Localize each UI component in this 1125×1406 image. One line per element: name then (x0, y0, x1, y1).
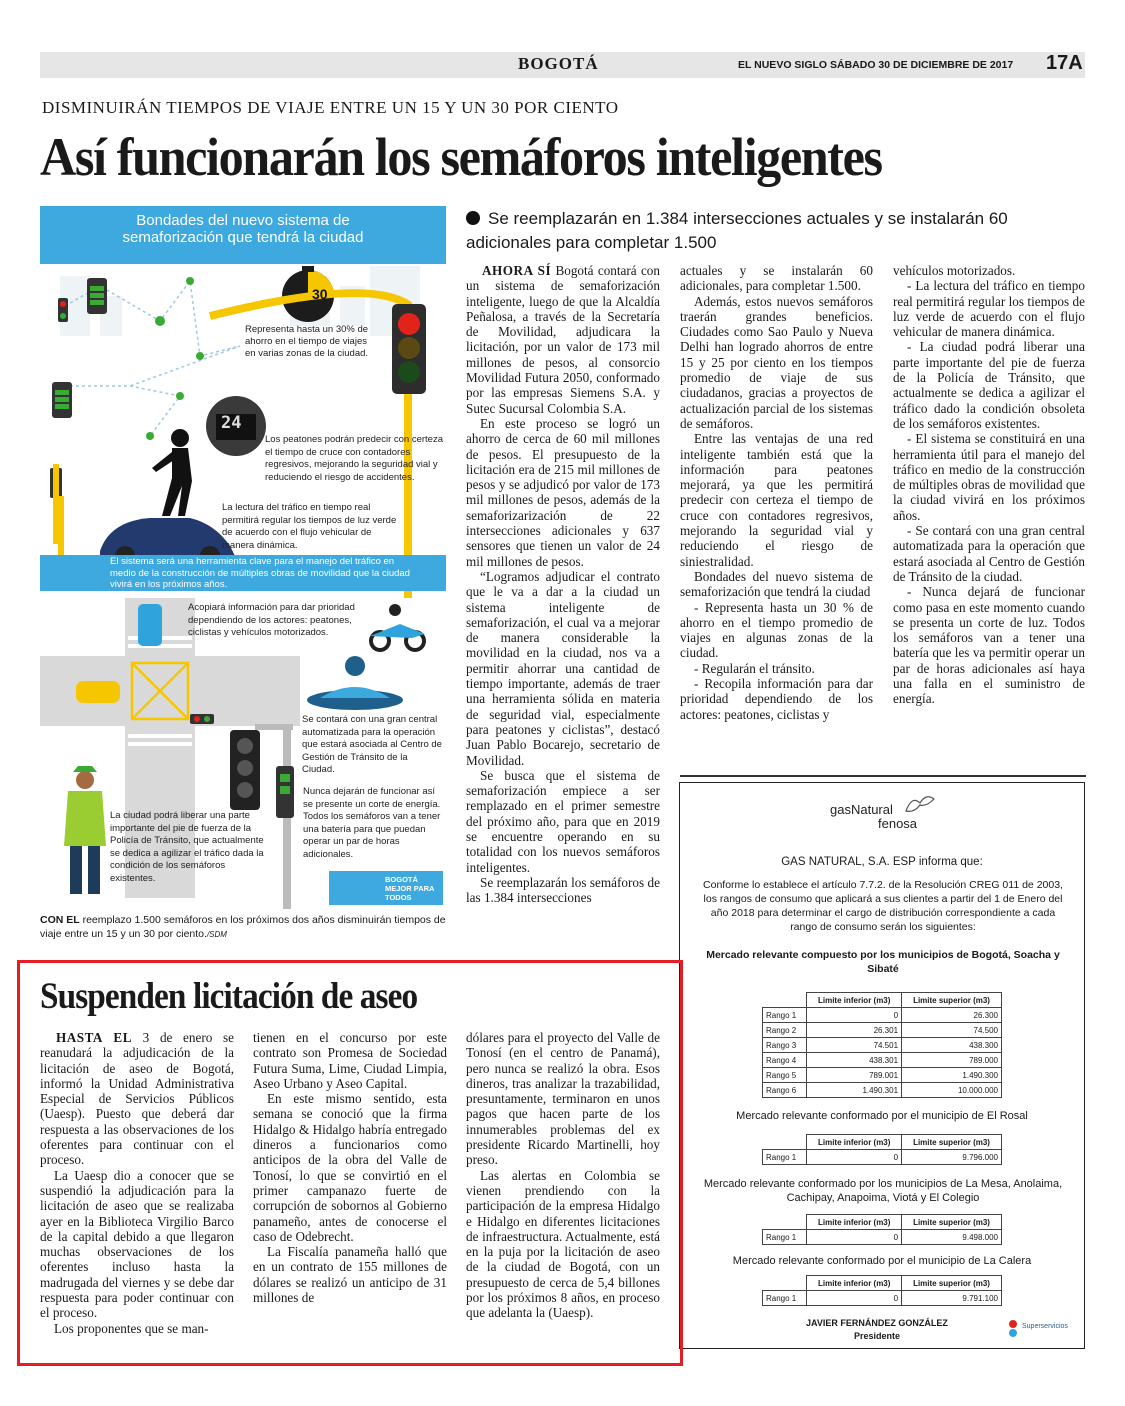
caption-lead: CON EL (40, 914, 80, 926)
gas-natural-ad (679, 782, 1085, 1349)
paragraph (680, 294, 873, 432)
benefit-battery: Nunca dejarán de funcionar así se presente un corte de energía. Todos los semáforos van a tener una batería para que puedan operar un par de horas adicionales. (303, 786, 441, 860)
paragraph (893, 263, 1085, 278)
paragraph-text: Bogotá contará con un sistema de semaforización inteligente, luego de que la Alcaldía Peñalosa, a través de la Secretaría de Movilidad, adjudicara la licitación, por un valor de 173 mil millones de pesos, al consorcio Movilidad Futura 2050, conformado por las empresas Siemens S.A. y Sutec Sucursal Colombia S.A. (466, 263, 660, 416)
lower-cell: 0 (807, 1230, 902, 1245)
paragraph (466, 768, 660, 875)
superservicios-logo: Superservicios (1022, 1323, 1068, 1330)
lower-cell: 438.301 (807, 1053, 902, 1068)
lower-cell: 789.001 (807, 1068, 902, 1083)
story-2-column-3 (466, 1030, 660, 1321)
subheadline (466, 207, 1066, 255)
paragraph (40, 1030, 234, 1168)
dateline: EL NUEVO SIGLO SÁBADO 30 DE DICIEMBRE DE 2017 (738, 59, 1014, 71)
ad-body: Conforme lo establece el artículo 7.7.2. de la Resolución CREG 011 de 2003, los rangos de consumo que aplicará a sus clientes a partir del 1 de Enero del año 2018 para determinar el cargo de distribución correspondiente a cada rango de consumo serán los siguientes: (703, 879, 1063, 933)
timer-value: 30 (312, 286, 328, 302)
table-header-row (763, 1215, 1002, 1230)
range-cell: Rango 1 (763, 1008, 807, 1023)
paragraph-text: Se busca que el sistema de semaforización empiece a ser remplazado en el primer semestre del próximo año, para que en 2019 se encuentre operando en su totalidad con los nuevos semáforos inteligentes. (466, 767, 660, 875)
table-row (763, 1150, 1002, 1165)
paragraph (466, 569, 660, 768)
paragraph-text: Además, estos nuevos semáforos traerán grandes beneficios. Ciudades como Sao Paulo y Nueva Delhi han logrado ahorros de entre 15 y 25 por ciento en los tiempos promedio de viaje de sus ciudadanos, gracias a proyectos de actualización parcial de los sistemas de semáforos. (680, 293, 873, 431)
paragraph (466, 1168, 660, 1321)
column-header-lower: Limite inferior (m3) (807, 1276, 902, 1291)
table-header-row (763, 1135, 1002, 1150)
caption-credit: /SDM (206, 930, 227, 939)
paragraph (680, 661, 873, 676)
paragraph (893, 339, 1085, 431)
brand-line-2: fenosa (878, 816, 918, 831)
paragraph-text: vehículos motorizados. (893, 263, 1016, 278)
column-header-lower: Limite inferior (m3) (807, 993, 902, 1008)
table-row (763, 1038, 1002, 1053)
range-cell: Rango 1 (763, 1291, 807, 1306)
table-row (763, 1008, 1002, 1023)
infographic-title-line-2: semaforización que tendrá la ciudad (122, 229, 364, 246)
paragraph (680, 263, 873, 294)
market-4-title: Mercado relevante conformado por el municipio de La Calera (732, 1255, 1032, 1267)
market-4-table (762, 1275, 1002, 1306)
range-cell: Rango 1 (763, 1230, 807, 1245)
upper-cell: 9.791.100 (902, 1291, 1002, 1306)
paragraph-text: - Se contará con una gran central automatizada para la operación que estará asociada al Centro de Gestión de Tránsito de la ciudad. (893, 523, 1085, 584)
paragraph-text: Bondades del nuevo sistema de semaforización que tendrá la ciudad (680, 568, 873, 600)
range-cell: Rango 2 (763, 1023, 807, 1038)
story-2-headline: Suspenden licitación de aseo (40, 976, 418, 1017)
market-2-table (762, 1134, 1002, 1165)
story-2-column-1 (40, 1030, 234, 1336)
article-column-1 (466, 263, 660, 905)
paragraph (680, 600, 873, 661)
caption-text: reemplazo 1.500 semáforos en los próximos dos años disminuirán tiempos de viaje entre un 15 y un 30 por ciento. (40, 914, 446, 940)
butterfly-icon (902, 793, 936, 815)
lead-in: AHORA SÍ (482, 263, 552, 278)
paragraph-text: actuales y se instalarán 60 adicionales, para completar 1.500. (680, 263, 873, 294)
lead-in: HASTA EL (56, 1030, 132, 1045)
countdown-value: 24 (221, 413, 242, 433)
paragraph (466, 263, 660, 416)
lower-cell: 26.301 (807, 1023, 902, 1038)
paragraph-text: Entre las ventajas de una red inteligente también está que la información para peatones mejorará, ya que les permitirá predecir con certeza el tiempo de cruce con contadores regresivos, mejorando la seguridad vial y reduciendo el riesgo de siniestralidad. (680, 431, 873, 569)
paragraph (253, 1091, 447, 1244)
paragraph-text: Se reemplazarán los semáforos de las 1.384 intersecciones (466, 874, 660, 906)
headline: Así funcionarán los semáforos inteligentes (40, 127, 882, 187)
paragraph-text: - Recopila información para dar prioridad dependiendo de los actores: peatones, ciclistas y (680, 676, 873, 722)
infographic-title-line-1: Bondades del nuevo sistema de (136, 212, 350, 229)
paragraph-text: “Logramos adjudicar el contrato que le va a dar a la ciudad un sistema inteligente de semaforización, el cual va a mejorar de manera considerable la movilidad en la ciudad, nos va a permitir ahorrar una cantidad de tiempo importante, además de traer una herramienta sólida en materia de seguridad vial, especialmente para peatones y ciclistas”, destacó Juan Pablo Bocarejo, secretario de Movilidad. (466, 568, 660, 768)
paragraph-text: Los proponentes que se man- (54, 1320, 209, 1336)
market-2-title: Mercado relevante conformado por el municipio de El Rosal (736, 1110, 1028, 1122)
paragraph-text: En este proceso se logró un ahorro de cerca de 60 mil millones de pesos. El presupuesto de la licitación era de 215 mil millones de pesos y se adjudicó por valor de 173 mil millones de pesos, además de la semaforizarización de 22 intersecciones adicionales y 637 sensores que tienen un valor de 24 mil millones de pesos. (466, 415, 660, 569)
subheadline-text: Se reemplazarán en 1.384 intersecciones actuales y se instalarán 60 adicionales para completar 1.500 (466, 209, 1008, 252)
benefit-police: La ciudad podrá liberar una parte importante del pie de fuerza de la Policía de Tránsito, que actualmente se dedica a agilizar el tráfico dada la condición de los semáforos existentes. (110, 810, 264, 884)
table-row (763, 1068, 1002, 1083)
kicker: DISMINUIRÁN TIEMPOS DE VIAJE ENTRE UN 15 Y UN 30 POR CIENTO (42, 98, 619, 117)
market-1-table (762, 992, 1002, 1098)
column-header-upper: Limite superior (m3) (902, 1215, 1002, 1230)
upper-cell: 9.796.000 (902, 1150, 1002, 1165)
paragraph-text: La Uaesp dio a conocer que se suspendió la adjudicación para la licitación de aseo que se realizaba ayer en la Biblioteca Virgilio Barco de la capital debido a que llegaron muchas observaciones de los oferentes incluso hasta la madrugada del viernes y se debe dar respuesta para poder continuar con el proceso. (40, 1167, 234, 1321)
benefit-savings: Representa hasta un 30% de ahorro en el tiempo de viajes en varias zonas de la ciudad. (245, 324, 369, 359)
paragraph-text: - La ciudad podrá liberar una parte importante del pie de fuerza de la Policía de Tránsito, que actualmente se dedica a agilizar el tráfico dado la condición obsoleta de los semáforos existentes. (893, 339, 1085, 431)
paragraph-text: tienen en el concurso por este contrato son Promesa de Sociedad Futura Suma, Lime, Ciudad Limpia, Aseo Urbano y Aseo Capital. (253, 1030, 447, 1091)
benefit-band: El sistema será una herramienta clave para el manejo del tráfico en medio de la construcción de múltiples obras de movilidad que la ciudad vivirá en los próximos años. (110, 556, 410, 590)
paragraph-text: 3 de enero se reanudará la adjudicación de la licitación de aseo de Bogotá, informó la Unidad Administrativa Especial de Servicios Públicos (Uaesp). Puesto que deberá dar respuesta a las observaciones de los oferentes para continuar con el proceso. (40, 1030, 234, 1168)
ad-intro: GAS NATURAL, S.A. ESP informa que: (781, 856, 983, 868)
upper-cell: 9.498.000 (902, 1230, 1002, 1245)
paragraph (680, 569, 873, 600)
column-header-upper: Limite superior (m3) (902, 1135, 1002, 1150)
paragraph-text: - El sistema se constituirá en una herramienta útil para el manejo del tráfico en medio de la construcción de múltiples obras de movilidad que la ciudad vivirá en los próximos años. (893, 431, 1085, 523)
upper-cell: 74.500 (902, 1023, 1002, 1038)
paragraph (466, 1030, 660, 1168)
market-1-title: Mercado relevante compuesto por los municipios de Bogotá, Soacha y Sibaté (706, 949, 1060, 975)
range-cell: Rango 1 (763, 1150, 807, 1165)
paragraph (680, 431, 873, 569)
paragraph (40, 1321, 234, 1336)
table-row (763, 1230, 1002, 1245)
benefit-realtime: La lectura del tráfico en tiempo real permitirá regular los tiempos de luz verde de acuerdo con el flujo vehicular de manera dinámica. (222, 502, 397, 551)
signer-name: JAVIER FERNÁNDEZ GONZÁLEZ (806, 1318, 948, 1328)
paragraph (40, 1168, 234, 1321)
paragraph (893, 584, 1085, 706)
column-rule (680, 775, 1086, 777)
paragraph-text: - Representa hasta un 30 % de ahorro en el tiempo promedio de viajes en algunas zonas de la ciudad. (680, 599, 873, 661)
column-header-lower: Limite inferior (m3) (807, 1215, 902, 1230)
upper-cell: 10.000.000 (902, 1083, 1002, 1098)
table-row (763, 1023, 1002, 1038)
infographic-title (40, 212, 446, 246)
superservicios-icon (1006, 1319, 1020, 1339)
lower-cell: 0 (807, 1150, 902, 1165)
table-header-row (763, 993, 1002, 1008)
range-cell: Rango 5 (763, 1068, 807, 1083)
column-header-upper: Limite superior (m3) (902, 993, 1002, 1008)
upper-cell: 26.300 (902, 1008, 1002, 1023)
paragraph (680, 676, 873, 722)
table-row (763, 1053, 1002, 1068)
story-2-column-2 (253, 1030, 447, 1305)
paragraph-text: La Fiscalía panameña halló que en un contrato de 155 millones de dólares se realizó un anticipo de 31 millones de (253, 1244, 447, 1306)
paragraph (253, 1244, 447, 1305)
paragraph-text: - Nunca dejará de funcionar como pasa en este momento cuando se presenta un corte de luz. Todos los semáforos van a tener una batería que les va permitir operar un par de horas adicionales así haya una falla en el suministro de energía. (893, 584, 1085, 707)
section-name: BOGOTÁ (518, 54, 599, 73)
signer-title: Presidente (854, 1331, 901, 1341)
bogota-logo: BOGOTÁ MEJOR PARA TODOS (385, 875, 435, 902)
lower-cell: 74.501 (807, 1038, 902, 1053)
table-row (763, 1291, 1002, 1306)
paragraph (253, 1030, 447, 1091)
infographic (40, 206, 446, 909)
upper-cell: 1.490.300 (902, 1068, 1002, 1083)
paragraph-text: Las alertas en Colombia se vienen prendiendo con la participación de la empresa Hidalgo e Hidalgo en diferentes licitaciones de infraestructura. Actualmente, está en la puja por la licitación de aseo de la ciudad de Bogotá, con un presupuesto de cerca de 5,4 billones por los próximos 8 años, en proceso que adelanta la (Uaesp). (466, 1167, 660, 1321)
bullet-icon (466, 211, 480, 225)
market-3-title: Mercado relevante conformado por los municipios de La Mesa, Anolaima, Cachipay, Anapoima, Viotá y El Colegio (703, 1178, 1063, 1204)
lower-cell: 0 (807, 1008, 902, 1023)
table-row (763, 1083, 1002, 1098)
benefit-priority: Acopiará información para dar prioridad dependiendo de los actores: peatones, ciclistas y vehículos motorizados. (188, 602, 355, 638)
brand-line-1: gasNatural (830, 802, 893, 817)
paragraph (893, 523, 1085, 584)
paragraph-text: - La lectura del tráfico en tiempo real permitirá regular los tiempos de luz verde de acuerdo con el flujo vehicular de manera dinámica. (893, 278, 1085, 340)
paragraph-text: dólares para el proyecto del Valle de Tonosí (en el centro de Panamá), pero nunca se realizó la obra. Esos dineros, tras analizar la trazabilidad, presuntamente, terminaron en unos pagos que hacen parte de los innumerables problemas del ex presidente Ricardo Martinelli, hoy preso. (466, 1030, 660, 1168)
article-column-2 (680, 263, 873, 722)
table-header-row (763, 1276, 1002, 1291)
paragraph-text: En este mismo sentido, esta semana se conoció que la firma Hidalgo & Hidalgo habría entregado dineros a funcionarios como anticipos de la obra del Valle de Tonosí, lo que se convirtió en el primer campanazo fuerte de corrupción de sobornos al Gobierno panameño, antes de conocerse el caso de Odebrecht. (253, 1091, 447, 1244)
paragraph-text: - Regularán el tránsito. (694, 660, 815, 676)
range-cell: Rango 4 (763, 1053, 807, 1068)
lower-cell: 1.490.301 (807, 1083, 902, 1098)
lower-cell: 0 (807, 1291, 902, 1306)
article-column-3 (893, 263, 1085, 707)
range-cell: Rango 6 (763, 1083, 807, 1098)
column-header-upper: Limite superior (m3) (902, 1276, 1002, 1291)
benefit-central: Se contará con una gran central automatizada para la operación que estará asociada al Centro de Gestión de Tránsito de la Ciudad. (302, 714, 442, 775)
paragraph (893, 278, 1085, 339)
column-header-lower: Limite inferior (m3) (807, 1135, 902, 1150)
benefit-pedestrians: Los peatones podrán predecir con certeza el tiempo de cruce con contadores regresivos, mejorando la seguridad vial y reduciendo el riesgo de accidentes. (265, 434, 443, 483)
range-cell: Rango 3 (763, 1038, 807, 1053)
paragraph (466, 416, 660, 569)
market-3-table (762, 1214, 1002, 1245)
paragraph (893, 431, 1085, 523)
photo-caption (40, 913, 450, 942)
page-number: 17A (1046, 52, 1083, 74)
paragraph (466, 875, 660, 906)
upper-cell: 789.000 (902, 1053, 1002, 1068)
upper-cell: 438.300 (902, 1038, 1002, 1053)
